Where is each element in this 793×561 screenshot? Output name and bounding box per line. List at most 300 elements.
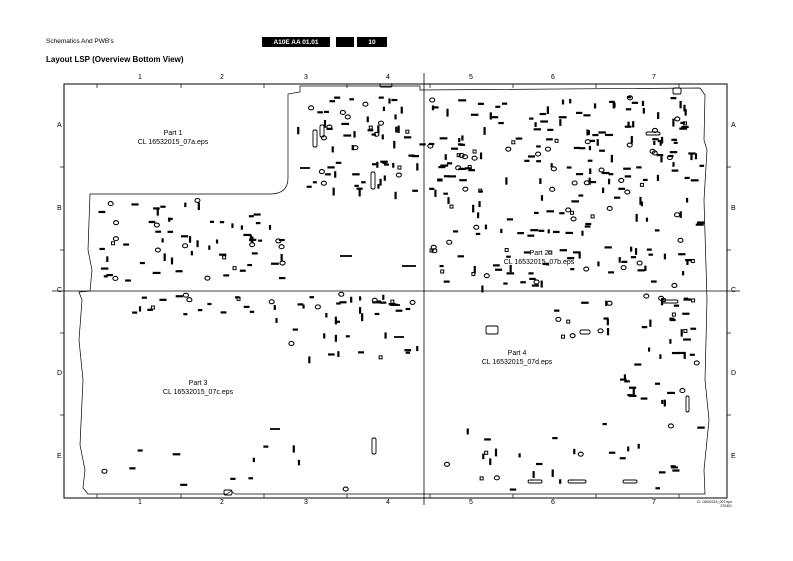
smd-component bbox=[660, 156, 662, 162]
smd-component bbox=[629, 387, 636, 389]
smd-component bbox=[648, 348, 650, 352]
smd-component bbox=[440, 137, 448, 139]
smd-component bbox=[536, 160, 541, 162]
smd-component bbox=[639, 197, 641, 205]
via-pad bbox=[250, 243, 255, 247]
smd-component bbox=[649, 254, 653, 256]
via-pad bbox=[102, 469, 107, 473]
smd-component bbox=[157, 209, 159, 215]
smd-component bbox=[546, 138, 553, 140]
smd-component bbox=[647, 249, 652, 251]
smd-component bbox=[279, 277, 285, 279]
smd-component bbox=[391, 99, 397, 101]
smd-component bbox=[297, 127, 299, 134]
smd-component bbox=[691, 179, 699, 181]
smd-component bbox=[553, 231, 560, 233]
via-pad bbox=[668, 424, 673, 428]
smd-component bbox=[395, 127, 397, 133]
smd-component bbox=[559, 212, 564, 214]
smd-component bbox=[359, 296, 361, 300]
smd-component bbox=[623, 168, 631, 170]
smd-component bbox=[576, 173, 583, 175]
smd-component bbox=[559, 116, 567, 118]
smd-component bbox=[661, 137, 663, 144]
smd-component bbox=[309, 296, 313, 298]
pad bbox=[151, 306, 154, 309]
smd-component bbox=[638, 269, 645, 271]
smd-component bbox=[636, 166, 641, 168]
smd-component bbox=[519, 453, 521, 457]
smd-component bbox=[503, 282, 507, 284]
smd-component bbox=[380, 302, 387, 304]
smd-component bbox=[313, 181, 317, 183]
smd-component bbox=[447, 162, 452, 164]
via-pad bbox=[343, 487, 348, 491]
row-label-right-e: E bbox=[731, 453, 736, 460]
smd-component bbox=[552, 469, 554, 477]
smd-component bbox=[416, 163, 418, 170]
smd-component bbox=[183, 313, 187, 315]
smd-component bbox=[528, 272, 533, 274]
smd-component bbox=[495, 106, 500, 108]
large-component bbox=[528, 480, 542, 483]
smd-component bbox=[359, 189, 361, 196]
via-pad bbox=[187, 298, 192, 302]
smd-component bbox=[240, 270, 246, 272]
smd-component bbox=[352, 145, 354, 150]
smd-component bbox=[223, 274, 229, 276]
smd-component bbox=[562, 100, 564, 105]
smd-component bbox=[359, 307, 361, 314]
smd-component bbox=[581, 302, 588, 304]
smd-component bbox=[565, 232, 573, 234]
smd-component bbox=[609, 101, 614, 103]
smd-component bbox=[153, 207, 160, 209]
row-label-right-a: A bbox=[731, 122, 736, 129]
smd-component bbox=[393, 141, 395, 149]
smd-component bbox=[323, 333, 325, 338]
smd-component bbox=[607, 319, 609, 325]
pad bbox=[485, 451, 488, 454]
smd-component bbox=[578, 194, 583, 196]
part-2-file: CL 16532015_07b.eps bbox=[503, 259, 575, 266]
smd-component bbox=[671, 139, 677, 141]
smd-component bbox=[444, 175, 449, 177]
via-pad bbox=[447, 240, 452, 244]
via-pad bbox=[155, 248, 160, 252]
smd-component bbox=[160, 206, 165, 208]
smd-component bbox=[302, 305, 304, 309]
smd-component bbox=[690, 354, 695, 356]
smd-component bbox=[263, 446, 268, 448]
smd-component bbox=[669, 339, 671, 344]
smd-component bbox=[664, 400, 666, 407]
smd-component bbox=[196, 240, 198, 247]
smd-component bbox=[207, 303, 211, 305]
smd-component bbox=[585, 225, 591, 227]
smd-component bbox=[529, 278, 535, 280]
part-3-name: Part 3 bbox=[188, 380, 208, 387]
smd-component bbox=[247, 264, 252, 266]
pad bbox=[398, 166, 401, 169]
smd-component bbox=[642, 326, 647, 328]
via-pad bbox=[484, 274, 489, 278]
smd-component bbox=[554, 310, 559, 312]
pad bbox=[112, 242, 115, 245]
pad bbox=[561, 335, 564, 338]
smd-component bbox=[585, 223, 591, 225]
smd-component bbox=[343, 134, 351, 136]
via-pad bbox=[598, 329, 603, 333]
smd-component bbox=[670, 97, 676, 99]
smd-component bbox=[636, 214, 638, 222]
smd-component bbox=[376, 162, 378, 168]
smd-component bbox=[495, 269, 502, 271]
smd-component bbox=[216, 239, 218, 243]
smd-component bbox=[384, 175, 386, 180]
smd-component bbox=[632, 121, 634, 127]
large-component bbox=[568, 480, 586, 483]
smd-component bbox=[541, 195, 543, 201]
smd-component bbox=[329, 100, 335, 102]
smd-component bbox=[324, 111, 329, 113]
smd-component bbox=[478, 103, 484, 105]
via-pad bbox=[556, 317, 561, 321]
smd-component bbox=[597, 139, 599, 146]
via-pad bbox=[114, 221, 119, 225]
smd-component bbox=[539, 178, 541, 184]
via-pad bbox=[154, 223, 159, 227]
smd-component bbox=[652, 138, 658, 140]
smd-component bbox=[181, 235, 188, 237]
smd-component bbox=[642, 101, 644, 106]
smd-component bbox=[683, 105, 685, 112]
smd-component bbox=[191, 251, 193, 255]
smd-component bbox=[440, 164, 448, 166]
smd-component bbox=[674, 305, 679, 307]
pad bbox=[468, 166, 471, 169]
smd-component bbox=[361, 313, 363, 321]
smd-component bbox=[104, 275, 108, 277]
smd-component bbox=[394, 192, 396, 199]
smd-component bbox=[540, 120, 548, 122]
smd-component bbox=[404, 349, 411, 351]
smd-component bbox=[627, 394, 632, 396]
col-label-top-4: 4 bbox=[386, 74, 390, 81]
smd-component bbox=[241, 225, 243, 229]
smd-component bbox=[552, 437, 557, 439]
smd-component bbox=[372, 301, 380, 303]
via-pad bbox=[183, 244, 188, 248]
smd-component bbox=[588, 160, 593, 162]
smd-component bbox=[398, 126, 400, 133]
smd-component bbox=[625, 175, 631, 177]
smd-component bbox=[352, 173, 359, 175]
smd-component bbox=[594, 103, 596, 108]
smd-component bbox=[527, 235, 534, 237]
large-component bbox=[646, 132, 660, 135]
via-pad bbox=[570, 334, 575, 338]
smd-component bbox=[406, 308, 411, 310]
pad bbox=[473, 150, 476, 153]
via-pad bbox=[472, 156, 477, 160]
row-label-right-d: D bbox=[731, 370, 737, 377]
smd-component bbox=[608, 179, 610, 185]
smd-component bbox=[670, 151, 677, 153]
smd-component bbox=[583, 114, 590, 116]
via-pad bbox=[113, 276, 118, 280]
part-3-file: CL 16532015_07c.eps bbox=[162, 389, 234, 396]
smd-component bbox=[440, 265, 444, 267]
smd-component bbox=[672, 119, 674, 127]
col-label-top-6: 6 bbox=[551, 74, 555, 81]
smd-component bbox=[180, 484, 187, 486]
large-component bbox=[320, 125, 324, 137]
smd-component bbox=[649, 320, 651, 327]
pad bbox=[672, 313, 675, 316]
smd-component bbox=[444, 281, 450, 283]
large-component bbox=[686, 396, 689, 412]
smd-component bbox=[377, 184, 379, 189]
footer-ref-1: CL 16532015_007.eps bbox=[696, 500, 732, 504]
smd-component bbox=[371, 133, 376, 135]
smd-component bbox=[332, 146, 334, 152]
col-label-top-3: 3 bbox=[304, 74, 308, 81]
smd-component bbox=[535, 122, 537, 127]
large-component bbox=[371, 172, 375, 189]
smd-component bbox=[171, 257, 173, 264]
smd-component bbox=[336, 162, 342, 164]
smd-component bbox=[530, 229, 538, 231]
smd-component bbox=[106, 256, 108, 262]
smd-component bbox=[164, 253, 166, 261]
smd-component bbox=[581, 231, 583, 236]
smd-component bbox=[541, 281, 543, 288]
smd-component bbox=[570, 268, 574, 270]
smd-component bbox=[598, 131, 606, 133]
part-4-label bbox=[462, 349, 572, 367]
smd-component bbox=[443, 193, 447, 195]
smd-component bbox=[358, 351, 364, 353]
smd-component bbox=[546, 210, 554, 212]
col-label-top-7: 7 bbox=[652, 74, 656, 81]
smd-component bbox=[129, 467, 135, 469]
smd-component bbox=[353, 131, 355, 138]
smd-component bbox=[679, 101, 681, 108]
smd-component bbox=[243, 234, 251, 236]
smd-component bbox=[317, 111, 323, 113]
smd-component bbox=[354, 185, 358, 187]
smd-component bbox=[592, 134, 598, 136]
via-pad bbox=[269, 300, 274, 304]
smd-component bbox=[392, 163, 394, 168]
smd-component bbox=[460, 144, 465, 146]
smd-component bbox=[667, 392, 675, 394]
via-pad bbox=[410, 300, 415, 304]
via-pad bbox=[279, 245, 284, 249]
via-pad bbox=[379, 121, 384, 125]
via-pad bbox=[280, 261, 285, 265]
smd-component bbox=[641, 397, 648, 399]
smd-component bbox=[609, 173, 614, 175]
smd-component bbox=[697, 221, 704, 223]
smd-component bbox=[162, 238, 164, 242]
smd-component bbox=[653, 141, 655, 145]
smd-component bbox=[328, 353, 335, 355]
smd-component bbox=[361, 181, 365, 183]
smd-component bbox=[510, 488, 516, 490]
smd-component bbox=[536, 145, 541, 147]
smd-component bbox=[379, 179, 381, 186]
smd-component bbox=[500, 229, 502, 233]
row-label-left-e: E bbox=[57, 453, 62, 460]
via-pad bbox=[675, 213, 680, 217]
smd-component bbox=[379, 97, 384, 99]
col-label-bottom-7: 7 bbox=[652, 499, 656, 506]
pad bbox=[591, 215, 594, 218]
smd-component bbox=[489, 458, 491, 465]
smd-component bbox=[632, 102, 638, 104]
via-pad bbox=[345, 115, 350, 119]
smd-component bbox=[334, 171, 336, 178]
part-4-name: Part 4 bbox=[507, 350, 527, 357]
smd-component bbox=[168, 218, 173, 220]
row-label-left-a: A bbox=[57, 122, 62, 129]
smd-component bbox=[627, 96, 631, 98]
smd-component bbox=[671, 466, 678, 468]
pad bbox=[571, 211, 574, 214]
smd-component bbox=[451, 148, 458, 150]
smd-component bbox=[611, 155, 613, 163]
smd-component bbox=[547, 129, 553, 131]
part-1-file: CL 16532015_07a.eps bbox=[137, 139, 209, 146]
smd-component bbox=[681, 329, 683, 337]
via-pad bbox=[340, 110, 345, 114]
via-pad bbox=[506, 147, 511, 151]
smd-component bbox=[685, 177, 690, 179]
smd-component bbox=[540, 113, 547, 115]
smd-component bbox=[184, 203, 186, 207]
smd-component bbox=[651, 280, 657, 282]
via-pad bbox=[309, 106, 314, 110]
smd-component bbox=[458, 255, 464, 257]
smd-component bbox=[461, 135, 463, 140]
smd-component bbox=[401, 107, 403, 114]
smd-component bbox=[631, 256, 636, 258]
via-pad bbox=[183, 293, 188, 297]
smd-component bbox=[621, 261, 627, 263]
row-label-right-b: B bbox=[731, 205, 736, 212]
smd-component bbox=[382, 134, 384, 139]
smd-component bbox=[434, 106, 439, 108]
smd-component bbox=[458, 99, 466, 101]
smd-component bbox=[334, 97, 340, 99]
via-pad bbox=[321, 181, 326, 185]
via-pad bbox=[571, 217, 576, 221]
smd-component bbox=[281, 254, 283, 261]
smd-component bbox=[139, 306, 141, 311]
smd-component bbox=[346, 335, 350, 337]
smd-component bbox=[682, 313, 689, 315]
smd-component bbox=[674, 142, 678, 144]
smd-component bbox=[536, 463, 542, 465]
smd-component bbox=[149, 221, 154, 223]
smd-component bbox=[437, 179, 443, 181]
smd-component bbox=[445, 154, 447, 160]
smd-component bbox=[574, 147, 580, 149]
smd-component bbox=[605, 134, 613, 136]
via-pad bbox=[430, 98, 435, 102]
smd-component bbox=[350, 297, 352, 303]
smd-component bbox=[173, 453, 181, 455]
smd-component bbox=[449, 175, 456, 177]
col-label-bottom-3: 3 bbox=[304, 499, 308, 506]
smd-component bbox=[586, 129, 588, 135]
smd-component bbox=[198, 309, 202, 311]
smd-component bbox=[221, 311, 227, 313]
smd-component bbox=[471, 114, 479, 116]
smd-component bbox=[659, 471, 666, 473]
smd-component bbox=[472, 205, 474, 213]
via-pad bbox=[644, 294, 649, 298]
smd-component bbox=[252, 252, 258, 254]
pad bbox=[223, 256, 226, 259]
smd-component bbox=[478, 201, 480, 207]
col-label-bottom-1: 1 bbox=[138, 499, 142, 506]
smd-component bbox=[251, 237, 253, 243]
smd-component bbox=[404, 136, 411, 138]
smd-component bbox=[176, 270, 183, 272]
smd-component bbox=[335, 317, 337, 325]
smd-component bbox=[293, 328, 298, 330]
via-pad bbox=[113, 237, 118, 241]
smd-component bbox=[685, 259, 692, 261]
via-pad bbox=[619, 178, 624, 182]
smd-component bbox=[602, 188, 604, 193]
smd-component bbox=[480, 153, 482, 160]
smd-component bbox=[655, 229, 660, 231]
smd-component bbox=[490, 112, 492, 119]
smd-component bbox=[198, 203, 200, 211]
smd-component bbox=[507, 272, 515, 274]
part-2-label bbox=[484, 249, 594, 267]
smd-component bbox=[249, 215, 254, 217]
pad bbox=[640, 183, 643, 186]
smd-component bbox=[132, 311, 137, 313]
pad bbox=[406, 130, 409, 133]
via-pad bbox=[578, 452, 583, 456]
via-pad bbox=[396, 173, 401, 177]
pad bbox=[237, 297, 240, 300]
smd-component bbox=[589, 146, 591, 150]
smd-component bbox=[388, 98, 390, 103]
smd-component bbox=[484, 438, 491, 440]
smd-component bbox=[138, 449, 143, 451]
smd-component bbox=[476, 233, 480, 235]
smd-component bbox=[680, 211, 682, 218]
smd-component bbox=[681, 126, 688, 128]
smd-component bbox=[573, 449, 575, 454]
smd-component bbox=[686, 198, 688, 203]
smd-component bbox=[125, 279, 131, 281]
smd-component bbox=[99, 211, 106, 213]
via-pad bbox=[474, 225, 479, 229]
smd-component bbox=[627, 122, 629, 126]
smd-component bbox=[643, 108, 645, 114]
doc-code-badge: A10E AA 01.01 bbox=[262, 37, 330, 47]
smd-component bbox=[333, 188, 335, 196]
smd-component bbox=[412, 190, 418, 192]
